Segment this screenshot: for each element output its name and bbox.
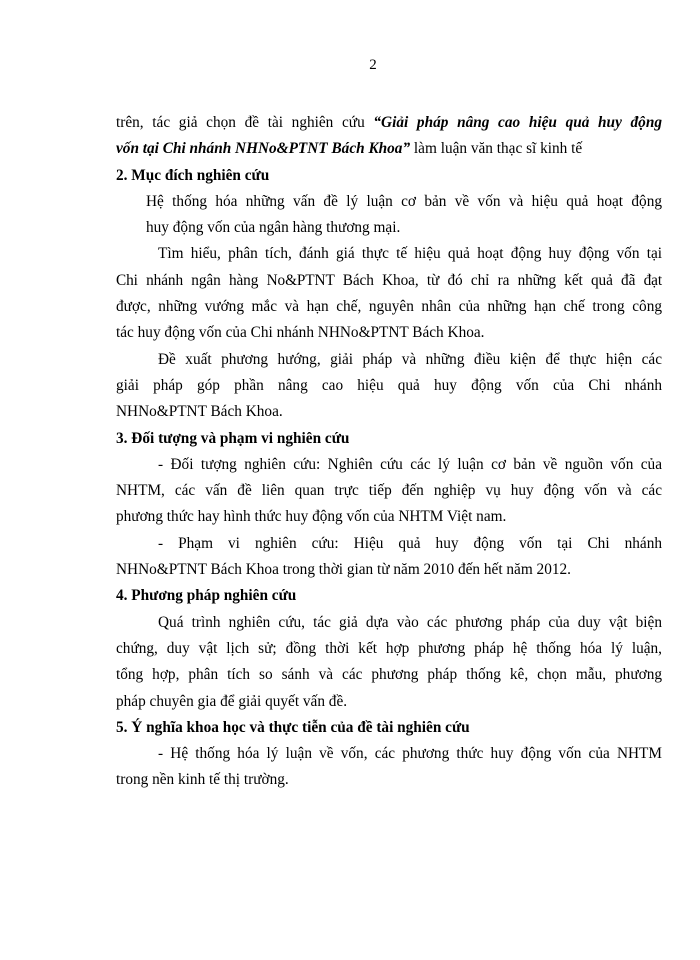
- intro-line-2: [116, 136, 662, 162]
- section-3-p1-line: NHTM, các vấn đề liên quan trực tiếp đến nghiệp vụ huy động vốn và các: [116, 482, 662, 500]
- section-4-p1-line: pháp chuyên gia để giải quyết vấn đề.: [116, 692, 348, 710]
- section-2-p2-line: được, những vướng mắc và hạn chế, nguyên nhân của những hạn chế trong công: [116, 298, 662, 316]
- document-body: [116, 110, 662, 794]
- intro-text: trên, tác giả chọn đề tài nghiên cứu: [116, 114, 374, 131]
- section-2-p3-line: NHNo&PTNT Bách Khoa.: [116, 403, 283, 421]
- section-4-p1-line: Quá trình nghiên cứu, tác giả dựa vào các phương pháp của duy vật biện: [158, 613, 662, 631]
- thesis-title-part-2: vốn tại Chi nhánh NHNo&PTNT Bách Khoa”: [116, 140, 411, 158]
- section-3-p1-line: - Đối tượng nghiên cứu: Nghiên cứu các lý luận cơ bản về nguồn vốn của: [158, 455, 662, 473]
- section-3-p2-line: NHNo&PTNT Bách Khoa trong thời gian từ năm 2010 đến hết năm 2012.: [116, 561, 571, 579]
- section-3-p1-line: phương thức hay hình thức huy động vốn của NHTM Việt nam.: [116, 508, 507, 526]
- section-2-p1-line: huy động vốn của ngân hàng thương mại.: [146, 219, 401, 237]
- intro-text-end: làm luận văn thạc sĩ kinh tế: [410, 140, 583, 158]
- section-5-p1-line: - Hệ thống hóa lý luận về vốn, các phương thức huy động vốn của NHTM: [158, 745, 662, 763]
- section-2-p3-line: giải pháp góp phần nâng cao hiệu quả huy động vốn của Chi nhánh: [116, 376, 662, 394]
- section-2-p1-line: Hệ thống hóa những vấn đề lý luận cơ bản về vốn và hiệu quả hoạt động: [146, 192, 662, 210]
- section-3-heading: 3. Đối tượng và phạm vi nghiên cứu: [116, 429, 350, 447]
- section-2-p2-line: tác huy động vốn của Chi nhánh NHNo&PTNT Bách Khoa.: [116, 324, 485, 342]
- section-2-p2-line: Chi nhánh ngân hàng No&PTNT Bách Khoa, từ đó chỉ ra những kết quả đã đạt: [116, 271, 662, 289]
- section-2-p2-line: Tìm hiểu, phân tích, đánh giá thực tế hiệu quả hoạt động huy động vốn tại: [158, 245, 662, 263]
- intro-line-1: [116, 110, 662, 136]
- section-4-p1-line: chứng, duy vật lịch sử; đồng thời kết hợp phương pháp hệ thống hóa lý luận,: [116, 639, 662, 657]
- section-2-p3-line: Đề xuất phương hướng, giải pháp và những điều kiện để thực hiện các: [158, 350, 662, 368]
- section-2-heading: 2. Mục đích nghiên cứu: [116, 166, 270, 184]
- section-3-p2-line: - Phạm vi nghiên cứu: Hiệu quả huy động vốn tại Chi nhánh: [158, 534, 662, 552]
- page-number: 2: [369, 57, 377, 73]
- section-4-heading: 4. Phương pháp nghiên cứu: [116, 587, 297, 605]
- section-5-p1-line: trong nền kinh tế thị trường.: [116, 771, 289, 789]
- thesis-title-part-1: “Giải pháp nâng cao hiệu quả huy động: [373, 114, 662, 131]
- section-4-p1-line: tổng hợp, phân tích so sánh và các phương pháp thống kê, chọn mẫu, phương: [116, 666, 662, 684]
- section-5-heading: 5. Ý nghĩa khoa học và thực tiễn của đề tài nghiên cứu: [116, 718, 470, 736]
